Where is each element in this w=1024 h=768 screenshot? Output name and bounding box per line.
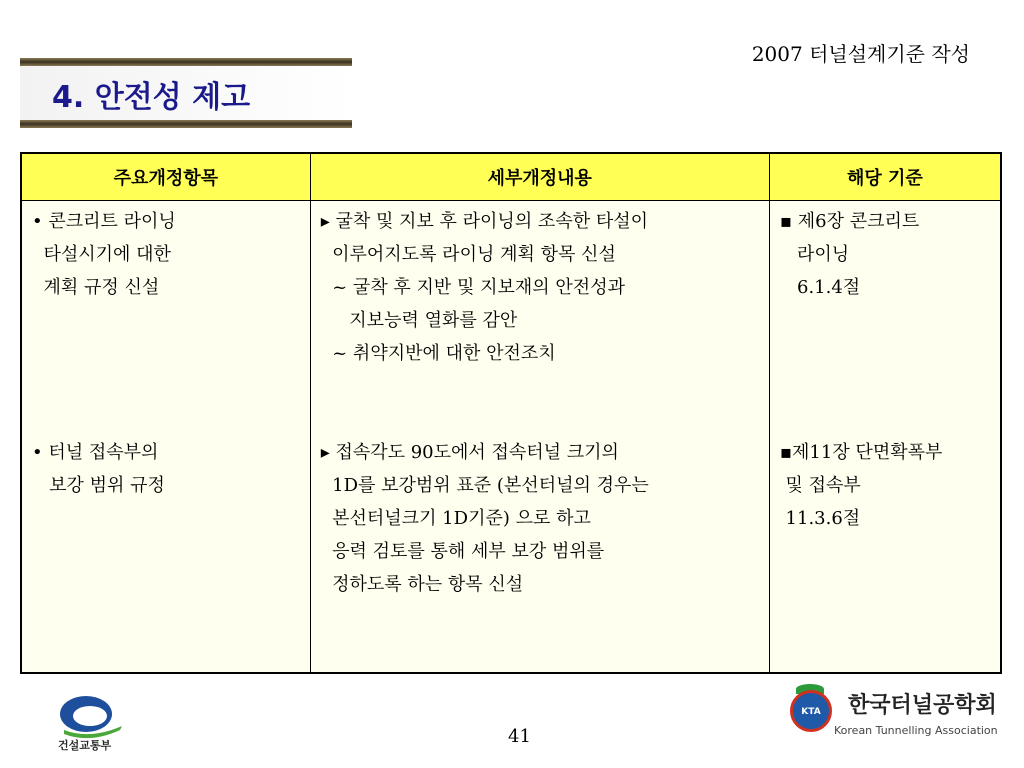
standard-line: 및 접속부 <box>779 475 861 496</box>
slide-title-box <box>20 58 352 130</box>
item-line: • 터널 접속부의 <box>32 442 159 463</box>
detail-cell <box>310 201 769 674</box>
table-body-row <box>21 201 1001 674</box>
detail-line: 지보능력 열화를 감안 <box>320 310 518 331</box>
item-line: • 콘크리트 라이닝 <box>32 211 176 232</box>
page-number: 41 <box>508 726 531 747</box>
revision-table <box>20 152 1002 674</box>
header-standard: 해당 기준 <box>769 153 1001 201</box>
standard-line: ▪ 제6장 콘크리트 <box>779 211 920 232</box>
standard-line: ▪제11장 단면확폭부 <box>779 442 943 463</box>
detail-line: 응력 검토를 통해 세부 보강 범위를 <box>320 541 605 562</box>
standard-line: 11.3.6절 <box>779 508 861 529</box>
title-bottom-bar <box>20 120 352 128</box>
ministry-logo-text: 건설교통부 <box>58 739 112 752</box>
standard-line: 라이닝 <box>779 244 850 265</box>
standard-cell <box>769 201 1001 674</box>
header-detail: 세부개정내용 <box>310 153 769 201</box>
detail-line: ▸ 접속각도 90도에서 접속터널 크기의 <box>320 442 619 463</box>
detail-line: 본선터널크기 1D기준) 으로 하고 <box>320 508 591 529</box>
kta-subtitle: Korean Tunnelling Association <box>834 724 998 737</box>
detail-line: ~ 굴착 후 지반 및 지보재의 안전성과 <box>320 277 625 298</box>
item-line: 타설시기에 대한 <box>32 244 171 265</box>
header-main-item: 주요개정항목 <box>21 153 310 201</box>
item-line: 보강 범위 규정 <box>32 475 165 496</box>
kta-logo <box>786 684 1014 744</box>
standard-line: 6.1.4절 <box>779 277 861 298</box>
detail-line: ▸ 굴착 및 지보 후 라이닝의 조속한 타설이 <box>320 211 648 232</box>
detail-line: ~ 취약지반에 대한 안전조치 <box>320 343 556 364</box>
kta-badge-text: KTA <box>801 707 821 717</box>
detail-line: 1D를 보강범위 표준 (본선터널의 경우는 <box>320 475 649 496</box>
slide-title: 4. 안전성 제고 <box>52 80 251 115</box>
table-header-row <box>21 153 1001 201</box>
item-line: 계획 규정 신설 <box>32 277 160 298</box>
document-header-note: 2007 터널설계기준 작성 <box>751 42 970 66</box>
detail-line: 정하도록 하는 항목 신설 <box>320 574 524 595</box>
title-top-bar <box>20 58 352 66</box>
detail-line: 이루어지도록 라이닝 계획 항목 신설 <box>320 244 616 265</box>
main-item-cell <box>21 201 310 674</box>
kta-name: 한국터널공학회 <box>848 693 997 718</box>
kta-badge-icon <box>790 690 832 732</box>
